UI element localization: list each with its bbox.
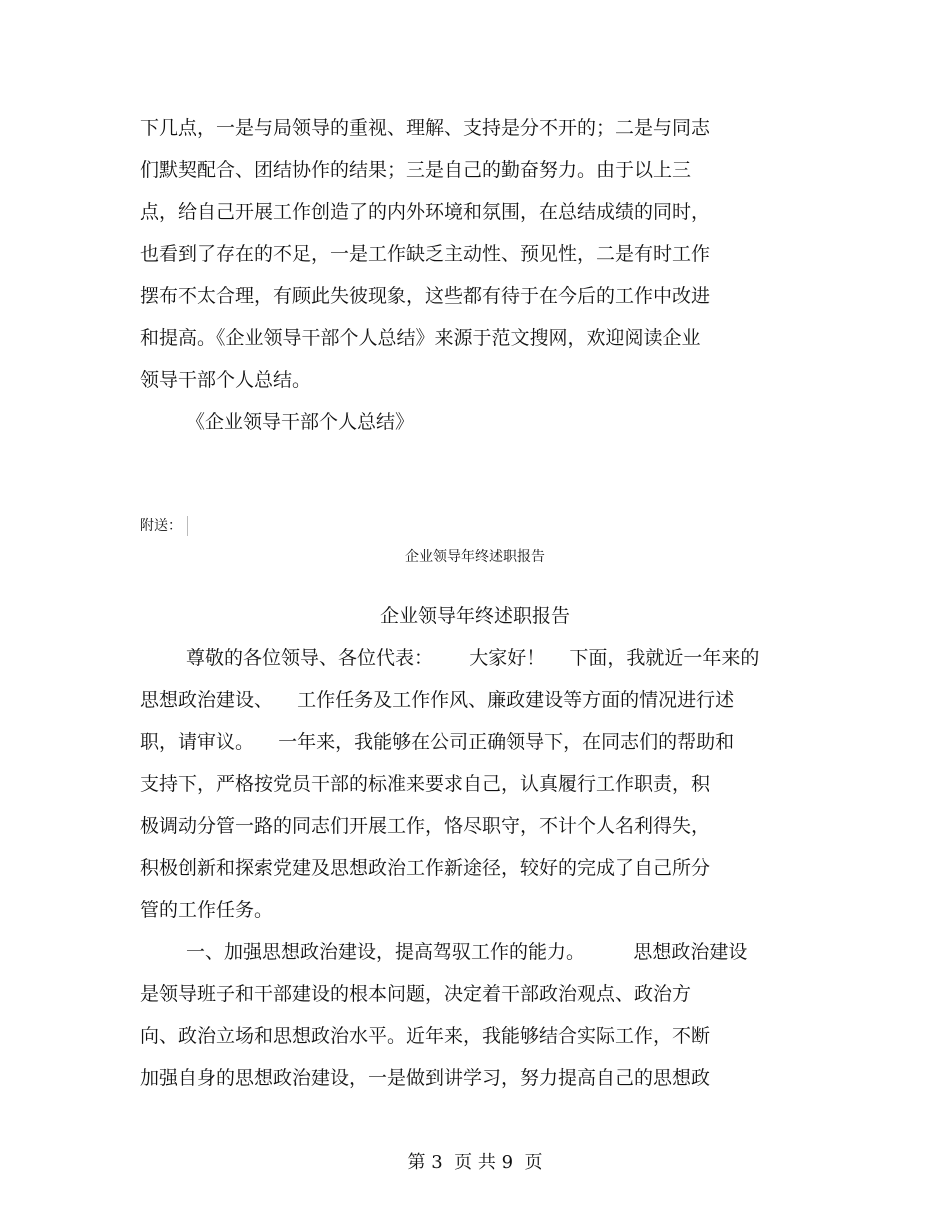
text-line: 向、政治立场和思想政治水平。近年来，我能够结合实际工作，不断 (140, 1025, 711, 1047)
text-line: 职，请审议。 一年来，我能够在公司正确领导下，在同志们的帮助和 (140, 731, 735, 753)
text-line: 们默契配合、团结协作的结果；三是自己的勤奋努力。由于以上三 (140, 159, 692, 181)
text-line: 也看到了存在的不足，一是工作缺乏主动性、预见性，二是有时工作 (140, 243, 711, 265)
text-line: 下几点，一是与局领导的重视、理解、支持是分不开的；二是与同志 (140, 117, 711, 139)
text-line: 积极创新和探索党建及思想政治工作新途径，较好的完成了自己所分 (140, 857, 711, 879)
appendix-divider (187, 516, 188, 536)
text-line: 摆布不太合理，有顾此失彼现象，这些都有待于在今后的工作中改进 (140, 285, 711, 307)
report-title: 企业领导年终述职报告 (379, 605, 570, 627)
document-title-reference: 《企业领导干部个人总结》 (186, 411, 415, 433)
text-line: 和提高。《企业领导干部个人总结》来源于范文搜网，欢迎阅读企业 (140, 327, 701, 349)
text-line: 思想政治建设、 工作任务及工作作风、廉政建设等方面的情况进行述 (140, 689, 735, 711)
appendix-header: 企业领导年终述职报告 (405, 549, 545, 565)
page-number-footer: 第 3 页 共 9 页 (407, 1152, 543, 1173)
text-line: 极调动分管一路的同志们开展工作，恪尽职守，不计个人名利得失， (140, 815, 711, 837)
text-line: 点，给自己开展工作创造了的内外环境和氛围，在总结成绩的同时， (140, 201, 711, 223)
text-line: 管的工作任务。 (140, 899, 274, 921)
text-line: 加强自身的思想政治建设，一是做到讲学习，努力提高自己的思想政 (140, 1067, 711, 1089)
text-line: 尊敬的各位领导、各位代表： 大家好！ 下面，我就近一年来的 (186, 647, 760, 669)
text-line: 支持下，严格按党员干部的标准来要求自己，认真履行工作职责，积 (140, 773, 711, 795)
section-heading-line: 一、加强思想政治建设，提高驾驭工作的能力。 思想政治建设 (186, 941, 748, 963)
text-line: 是领导班子和干部建设的根本问题，决定着干部政治观点、政治方 (140, 983, 692, 1005)
text-line: 领导干部个人总结。 (140, 369, 312, 391)
appendix-label: 附送： (140, 518, 182, 534)
